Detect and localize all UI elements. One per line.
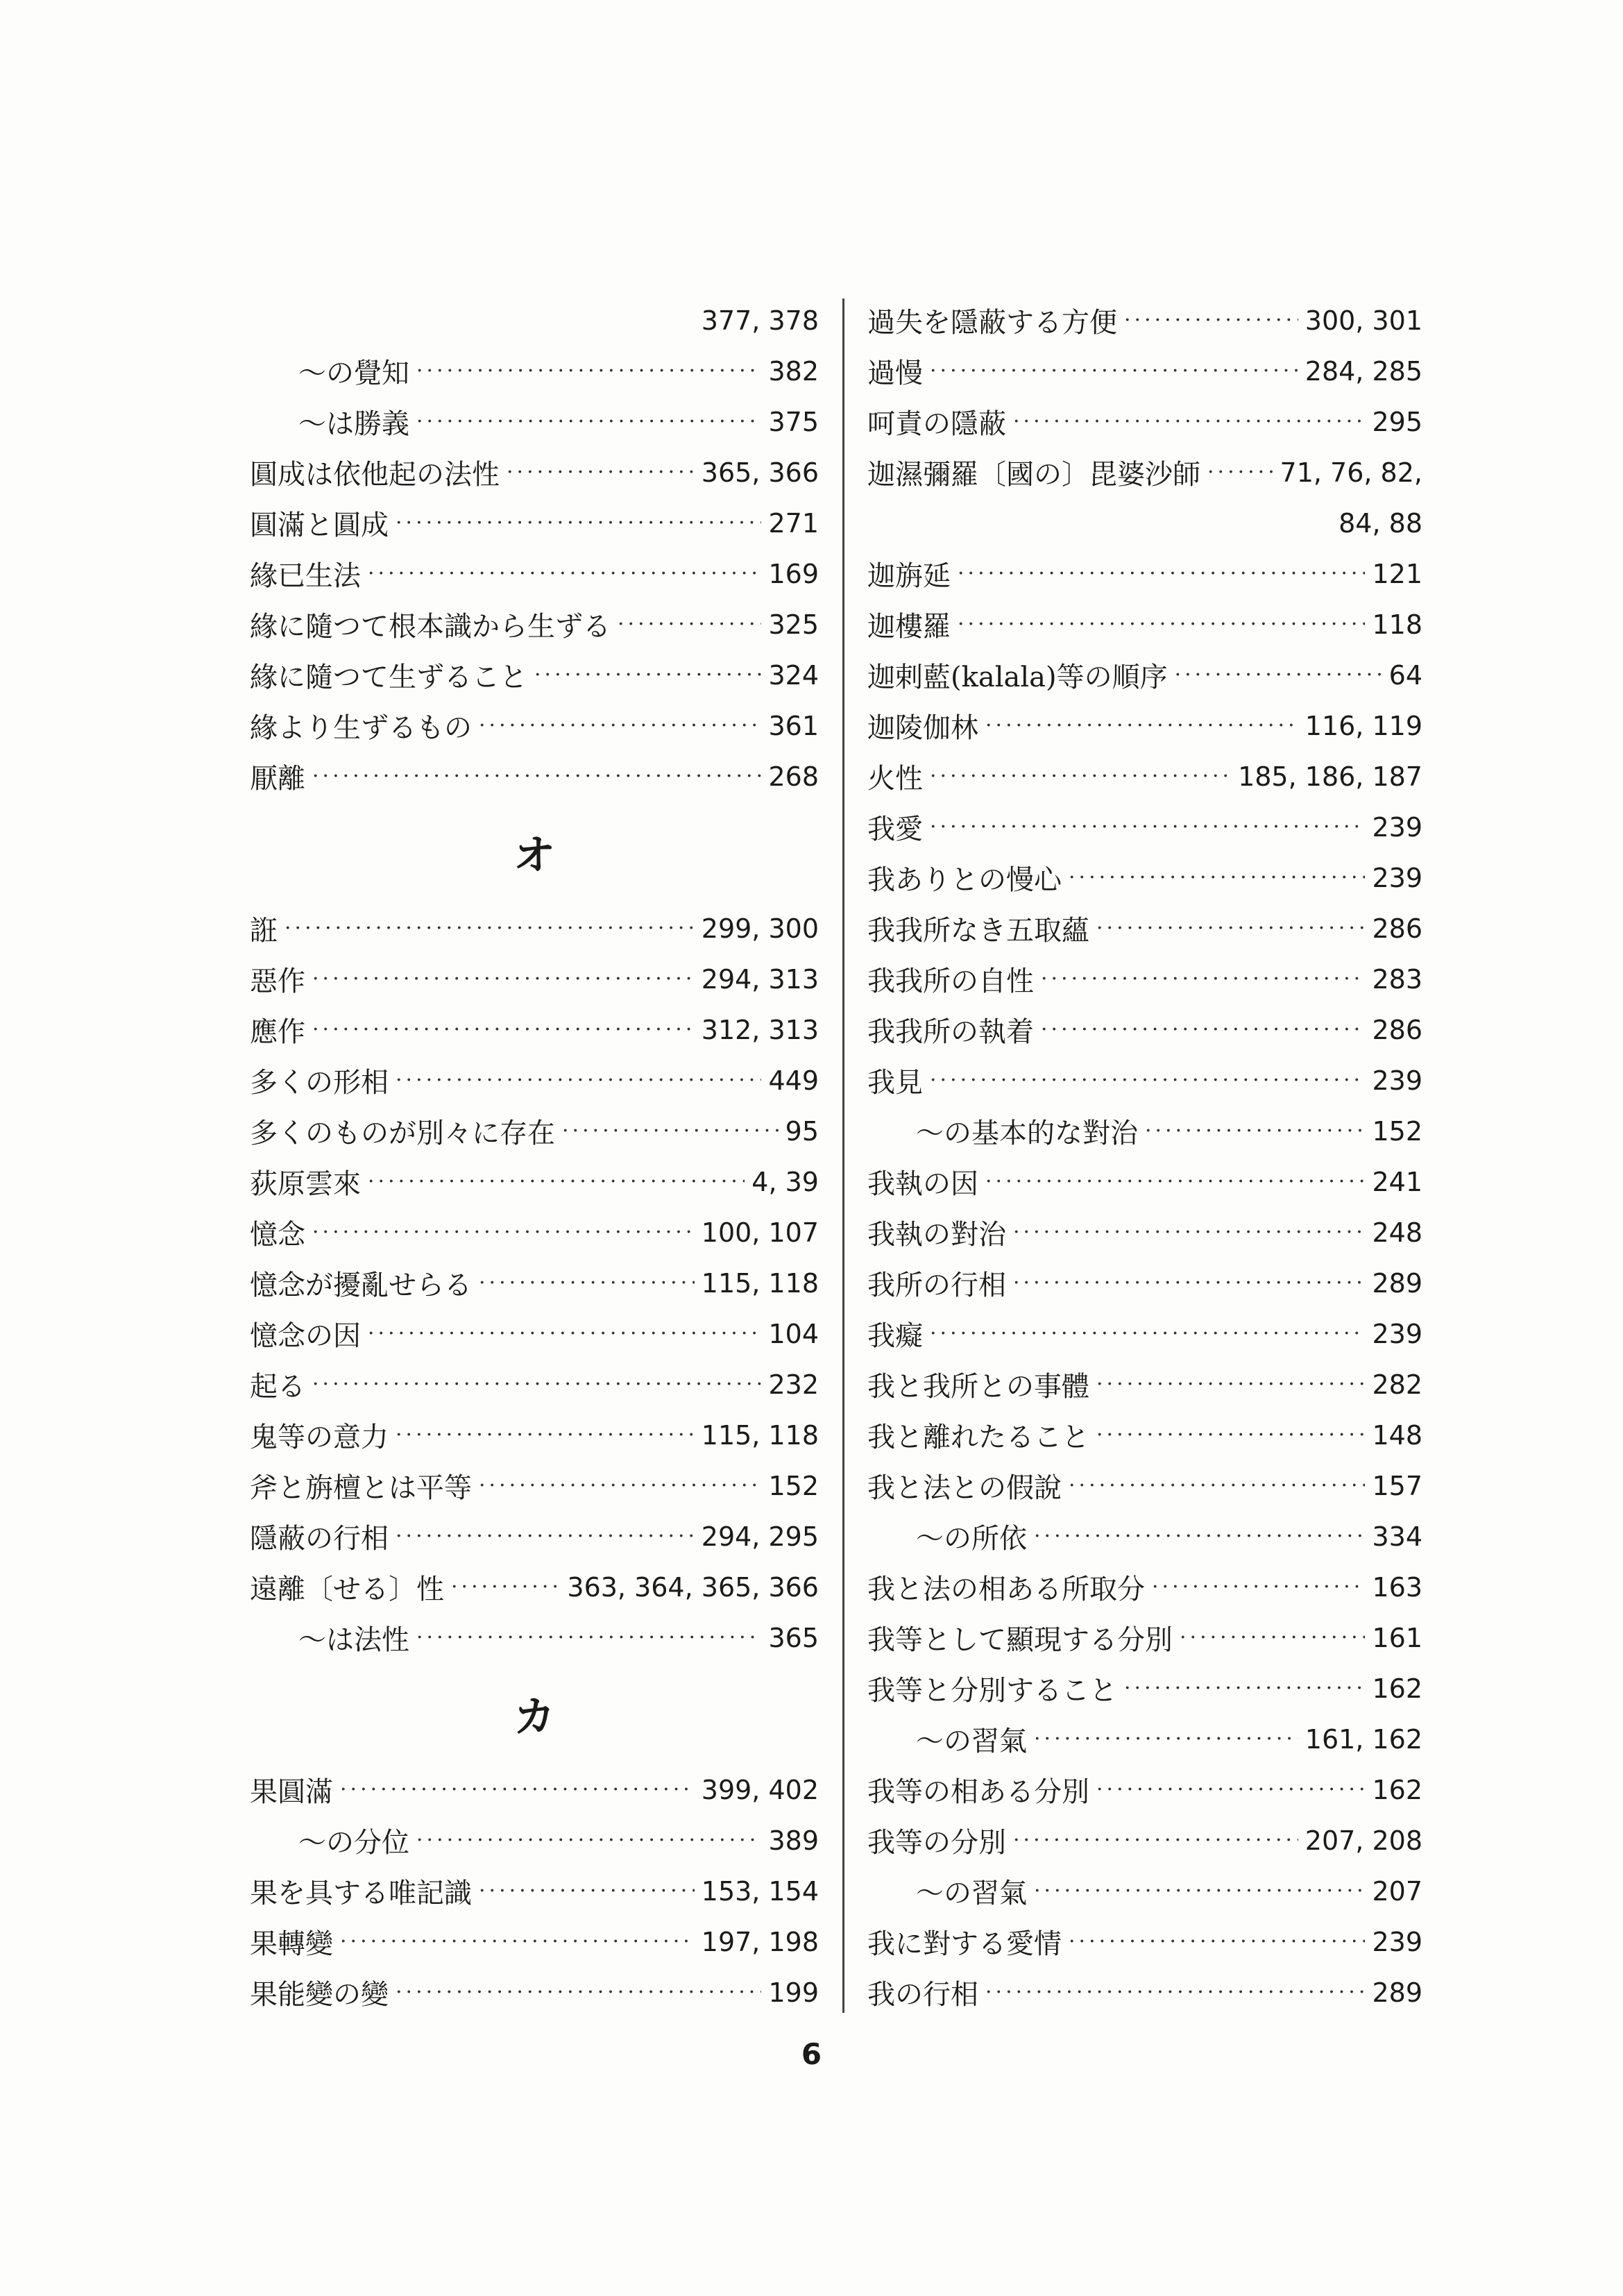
dot-leader xyxy=(1145,1119,1365,1143)
page-refs: 363, 364, 365, 366 xyxy=(567,1571,819,1603)
index-entry xyxy=(250,954,819,1004)
index-term: 我我所の自性 xyxy=(867,965,1034,997)
dot-leader xyxy=(1013,1271,1365,1295)
index-term: 荻原雲來 xyxy=(250,1168,361,1200)
index-entry xyxy=(250,1308,819,1359)
dot-leader xyxy=(396,1423,695,1447)
page-refs: 289 xyxy=(1372,1977,1422,2008)
page-refs: 115, 118 xyxy=(701,1267,819,1299)
dot-leader xyxy=(312,967,695,991)
index-term: 我我所の執着 xyxy=(867,1016,1034,1048)
index-term: 憶念 xyxy=(250,1219,305,1251)
dot-leader xyxy=(416,410,761,434)
dot-leader xyxy=(479,1271,695,1295)
page-refs: 284, 285 xyxy=(1305,355,1422,387)
index-term: 惡作 xyxy=(250,965,305,997)
index-term: 〜の所依 xyxy=(916,1523,1027,1555)
index-term: 我と我所との事體 xyxy=(867,1371,1089,1403)
index-term: 我愛 xyxy=(867,813,923,845)
dot-leader xyxy=(479,1879,695,1903)
index-entry xyxy=(867,1967,1422,2018)
index-term: 果轉變 xyxy=(250,1928,333,1960)
dot-leader xyxy=(312,1372,761,1396)
page-refs: 232 xyxy=(768,1369,819,1400)
dot-leader xyxy=(1013,1828,1298,1852)
index-entry xyxy=(867,1562,1422,1612)
index-term: 起る xyxy=(250,1371,305,1403)
dot-leader xyxy=(1013,410,1365,434)
index-term: 圓滿と圓成 xyxy=(250,509,389,541)
index-continuation xyxy=(867,498,1422,548)
dot-leader xyxy=(1069,1930,1365,1954)
dot-leader xyxy=(1096,1423,1365,1447)
page-refs: 286 xyxy=(1372,913,1422,944)
index-term: 〜の習氣 xyxy=(916,1877,1027,1909)
page-refs: 325 xyxy=(768,609,819,640)
dot-leader xyxy=(368,562,761,586)
page-refs: 268 xyxy=(768,761,819,792)
dot-leader xyxy=(985,1170,1365,1194)
page-refs: 162 xyxy=(1372,1774,1422,1805)
index-term: 迦樓羅 xyxy=(867,611,951,643)
dot-leader xyxy=(1069,866,1365,890)
index-entry xyxy=(867,346,1422,396)
index-term: 緣より生ずるもの xyxy=(250,712,472,744)
page-refs: 324 xyxy=(768,659,819,691)
dot-leader xyxy=(930,359,1298,383)
dot-leader xyxy=(985,714,1298,738)
page-refs: 121 xyxy=(1372,558,1422,589)
dot-leader xyxy=(368,1170,745,1194)
left-index-column xyxy=(250,295,819,2018)
index-term: 過慢 xyxy=(867,357,923,389)
dot-leader xyxy=(284,916,695,940)
index-term: 我に對する愛情 xyxy=(867,1928,1062,1960)
page-refs: 361 xyxy=(768,710,819,741)
index-entry xyxy=(250,1004,819,1055)
page-refs: 118 xyxy=(1372,609,1422,640)
index-subentry xyxy=(867,1714,1422,1764)
page-refs: 294, 295 xyxy=(701,1521,819,1552)
page-refs: 239 xyxy=(1372,811,1422,843)
dot-leader xyxy=(416,1828,761,1852)
page-refs: 300, 301 xyxy=(1305,305,1422,336)
dot-leader xyxy=(416,1626,761,1650)
index-term: 我と法の相ある所取分 xyxy=(867,1573,1145,1605)
index-subentry xyxy=(250,346,819,396)
dot-leader xyxy=(930,764,1231,788)
dot-leader xyxy=(930,815,1365,839)
index-term: 〜の習氣 xyxy=(916,1725,1027,1757)
index-term: 應作 xyxy=(250,1016,305,1048)
index-entry xyxy=(867,599,1422,650)
page-refs: 289 xyxy=(1372,1267,1422,1299)
index-term: 我の行相 xyxy=(867,1979,978,2011)
index-term: 〜の基本的な對治 xyxy=(916,1117,1138,1149)
index-term: 我ありとの慢心 xyxy=(867,864,1062,896)
index-entry xyxy=(250,548,819,599)
page-refs: 95 xyxy=(785,1115,819,1147)
page-refs: 239 xyxy=(1372,862,1422,893)
page-refs: 161 xyxy=(1372,1622,1422,1653)
index-subentry xyxy=(867,1511,1422,1562)
index-entry xyxy=(867,1612,1422,1663)
index-term: 斧と旃檀とは平等 xyxy=(250,1472,472,1504)
index-term: 遠離〔せる〕性 xyxy=(250,1573,444,1605)
page-refs: 271 xyxy=(768,507,819,539)
page-refs: 294, 313 xyxy=(701,963,819,995)
page-refs: 299, 300 xyxy=(701,913,819,944)
index-entry xyxy=(867,548,1422,599)
page-refs: 239 xyxy=(1372,1065,1422,1096)
dot-leader xyxy=(1041,1018,1365,1042)
dot-leader xyxy=(1152,1575,1365,1599)
dot-leader xyxy=(930,1322,1365,1346)
index-entry xyxy=(867,650,1422,700)
index-entry xyxy=(250,700,819,751)
index-entry xyxy=(867,1308,1422,1359)
index-term: 多くの形相 xyxy=(250,1067,389,1099)
dot-leader xyxy=(1034,1727,1298,1751)
page-refs: 389 xyxy=(768,1825,819,1856)
index-term: 我等の分別 xyxy=(867,1827,1006,1859)
page-refs: 152 xyxy=(1372,1115,1422,1147)
dot-leader xyxy=(396,1980,761,2004)
index-entry xyxy=(867,852,1422,903)
index-entry xyxy=(867,1916,1422,1967)
page-refs: 4, 39 xyxy=(751,1166,819,1197)
page-refs: 248 xyxy=(1372,1217,1422,1248)
page-refs: 399, 402 xyxy=(701,1774,819,1805)
dot-leader xyxy=(479,1474,761,1498)
index-entry xyxy=(250,1866,819,1916)
index-entry xyxy=(250,1764,819,1815)
index-term: 我と離れたること xyxy=(867,1421,1089,1453)
index-term: 我執の因 xyxy=(867,1168,978,1200)
dot-leader xyxy=(1124,308,1298,332)
index-term: 火性 xyxy=(867,763,923,795)
index-entry xyxy=(250,1562,819,1612)
dot-leader xyxy=(1034,1524,1365,1548)
index-term: 我所の行相 xyxy=(867,1269,1006,1301)
page-refs: 282 xyxy=(1372,1369,1422,1400)
dot-leader xyxy=(1013,1220,1365,1244)
page-refs: 116, 119 xyxy=(1305,710,1422,741)
dot-leader xyxy=(534,663,761,687)
index-entry xyxy=(867,1055,1422,1106)
page-refs: 153, 154 xyxy=(701,1875,819,1907)
index-entry xyxy=(250,1106,819,1156)
index-term: 迦剌藍(kalala)等の順序 xyxy=(867,661,1168,693)
dot-leader xyxy=(451,1575,560,1599)
dot-leader xyxy=(1207,460,1273,484)
index-entry xyxy=(867,1359,1422,1410)
index-entry xyxy=(867,700,1422,751)
index-subentry xyxy=(867,1106,1422,1156)
index-entry xyxy=(250,498,819,548)
page-refs: 375 xyxy=(768,406,819,437)
dot-leader xyxy=(1096,1778,1365,1802)
page-refs: 163 xyxy=(1372,1571,1422,1603)
dot-leader xyxy=(618,612,761,636)
page-refs: 207, 208 xyxy=(1305,1825,1422,1856)
page-refs: 169 xyxy=(768,558,819,589)
index-entry xyxy=(250,1055,819,1106)
page-refs: 239 xyxy=(1372,1926,1422,1957)
index-entry xyxy=(250,447,819,498)
index-term: 憶念が擾亂せらる xyxy=(250,1269,472,1301)
index-entry xyxy=(867,447,1422,498)
page-refs: 312, 313 xyxy=(701,1014,819,1045)
index-entry xyxy=(867,903,1422,954)
page-refs: 377, 378 xyxy=(701,305,819,336)
dot-leader xyxy=(1175,663,1382,687)
dot-leader xyxy=(416,359,761,383)
dot-leader xyxy=(1096,916,1365,940)
page-refs: 104 xyxy=(768,1318,819,1349)
dot-leader xyxy=(985,1980,1365,2004)
dot-leader xyxy=(1069,1474,1365,1498)
dot-leader xyxy=(1096,1372,1365,1396)
index-term: 憶念の因 xyxy=(250,1320,361,1352)
index-term: 果能變の變 xyxy=(250,1979,389,2011)
index-entry xyxy=(250,1359,819,1410)
index-term: 我等として顯現する分別 xyxy=(867,1624,1173,1656)
page-refs: 334 xyxy=(1372,1521,1422,1552)
index-term: 我等の相ある分別 xyxy=(867,1776,1089,1808)
dot-leader xyxy=(930,1068,1365,1092)
index-term: 迦陵伽林 xyxy=(867,712,978,744)
dot-leader xyxy=(562,1119,779,1143)
index-term: 迦旃延 xyxy=(867,560,951,592)
index-term: 我癡 xyxy=(867,1320,923,1352)
column-divider xyxy=(842,298,844,2013)
index-entry xyxy=(867,1410,1422,1460)
index-entry xyxy=(867,1207,1422,1258)
index-continuation xyxy=(250,295,819,346)
index-term: 果を具する唯記識 xyxy=(250,1877,472,1909)
section-heading: オ xyxy=(513,832,555,880)
right-index-column xyxy=(867,295,1422,2018)
index-entry xyxy=(250,903,819,954)
page-refs: 207 xyxy=(1372,1875,1422,1907)
dot-leader xyxy=(1034,1879,1365,1903)
index-term: 緣に隨つて生ずること xyxy=(250,661,527,693)
dot-leader xyxy=(312,764,761,788)
page-refs: 365 xyxy=(768,1622,819,1653)
page-refs: 100, 107 xyxy=(701,1217,819,1248)
dot-leader xyxy=(312,1220,695,1244)
index-entry xyxy=(867,802,1422,852)
page-refs: 115, 118 xyxy=(701,1419,819,1451)
index-entry xyxy=(250,1967,819,2018)
page-refs: 157 xyxy=(1372,1470,1422,1501)
index-entry xyxy=(867,1815,1422,1866)
page-number: 6 xyxy=(801,2037,822,2071)
index-term: 我執の對治 xyxy=(867,1219,1006,1251)
index-term: 我と法との假說 xyxy=(867,1472,1062,1504)
section-heading: カ xyxy=(513,1693,555,1741)
page-refs: 286 xyxy=(1372,1014,1422,1045)
index-entry xyxy=(867,1004,1422,1055)
index-term: 〜は勝義 xyxy=(298,408,409,440)
page-refs: 365, 366 xyxy=(701,457,819,488)
index-term: 隱蔽の行相 xyxy=(250,1523,389,1555)
page-refs: 199 xyxy=(768,1977,819,2008)
index-term: 厭離 xyxy=(250,763,305,795)
page-refs: 449 xyxy=(768,1065,819,1096)
index-entry xyxy=(250,1511,819,1562)
index-subentry xyxy=(250,1815,819,1866)
index-subentry xyxy=(867,1866,1422,1916)
page-refs: 84, 88 xyxy=(1339,507,1422,539)
dot-leader xyxy=(1180,1626,1365,1650)
page-refs: 71, 76, 82, xyxy=(1280,457,1422,488)
index-entry xyxy=(867,954,1422,1004)
dot-leader xyxy=(1124,1676,1365,1700)
index-term: 我見 xyxy=(867,1067,923,1099)
page-refs: 185, 186, 187 xyxy=(1238,761,1422,792)
index-entry xyxy=(250,1258,819,1308)
index-term: 我等と分別すること xyxy=(867,1675,1117,1707)
index-entry xyxy=(250,599,819,650)
page-refs: 152 xyxy=(768,1470,819,1501)
dot-leader xyxy=(479,714,761,738)
dot-leader xyxy=(507,460,695,484)
dot-leader xyxy=(396,1068,761,1092)
index-entry xyxy=(867,1156,1422,1207)
index-entry xyxy=(867,1258,1422,1308)
dot-leader xyxy=(340,1778,695,1802)
index-term: 過失を隱蔽する方便 xyxy=(867,307,1117,339)
index-term: 緣に隨つて根本識から生ずる xyxy=(250,611,611,643)
index-term: 迦濕彌羅〔國の〕毘婆沙師 xyxy=(867,459,1200,491)
dot-leader xyxy=(958,562,1365,586)
index-subentry xyxy=(250,1612,819,1663)
index-term: 〜の分位 xyxy=(298,1827,409,1859)
index-entry xyxy=(867,295,1422,346)
page-refs: 162 xyxy=(1372,1673,1422,1704)
index-entry xyxy=(250,1207,819,1258)
index-subentry xyxy=(250,396,819,447)
dot-leader xyxy=(958,612,1365,636)
dot-leader xyxy=(396,511,761,535)
page-refs: 382 xyxy=(768,355,819,387)
index-term: 果圓滿 xyxy=(250,1776,333,1808)
index-entry xyxy=(867,1663,1422,1714)
dot-leader xyxy=(396,1524,695,1548)
index-term: 鬼等の意力 xyxy=(250,1421,389,1453)
index-term: 我我所なき五取蘊 xyxy=(867,915,1089,947)
dot-leader xyxy=(368,1322,761,1346)
index-entry xyxy=(250,751,819,802)
page-refs: 239 xyxy=(1372,1318,1422,1349)
page-refs: 295 xyxy=(1372,406,1422,437)
index-entry xyxy=(250,650,819,700)
dot-leader xyxy=(312,1018,695,1042)
index-entry xyxy=(867,751,1422,802)
index-term: 圓成は依他起の法性 xyxy=(250,459,500,491)
index-entry xyxy=(867,396,1422,447)
index-term: 〜は法性 xyxy=(298,1624,409,1656)
index-term: 誑 xyxy=(250,915,278,947)
page-refs: 197, 198 xyxy=(701,1926,819,1957)
index-term: 多くのものが別々に存在 xyxy=(250,1117,555,1149)
page-refs: 161, 162 xyxy=(1305,1723,1422,1755)
index-entry xyxy=(250,1410,819,1460)
page-refs: 283 xyxy=(1372,963,1422,995)
index-entry xyxy=(250,1156,819,1207)
page-refs: 64 xyxy=(1388,659,1422,691)
dot-leader xyxy=(340,1930,695,1954)
index-entry xyxy=(867,1460,1422,1511)
index-entry xyxy=(867,1764,1422,1815)
index-entry xyxy=(250,1916,819,1967)
index-term: 〜の覺知 xyxy=(298,357,409,389)
index-term: 呵責の隱蔽 xyxy=(867,408,1006,440)
dot-leader xyxy=(1041,967,1365,991)
index-entry xyxy=(250,1460,819,1511)
page-refs: 241 xyxy=(1372,1166,1422,1197)
index-term: 緣已生法 xyxy=(250,560,361,592)
page-refs: 148 xyxy=(1372,1419,1422,1451)
